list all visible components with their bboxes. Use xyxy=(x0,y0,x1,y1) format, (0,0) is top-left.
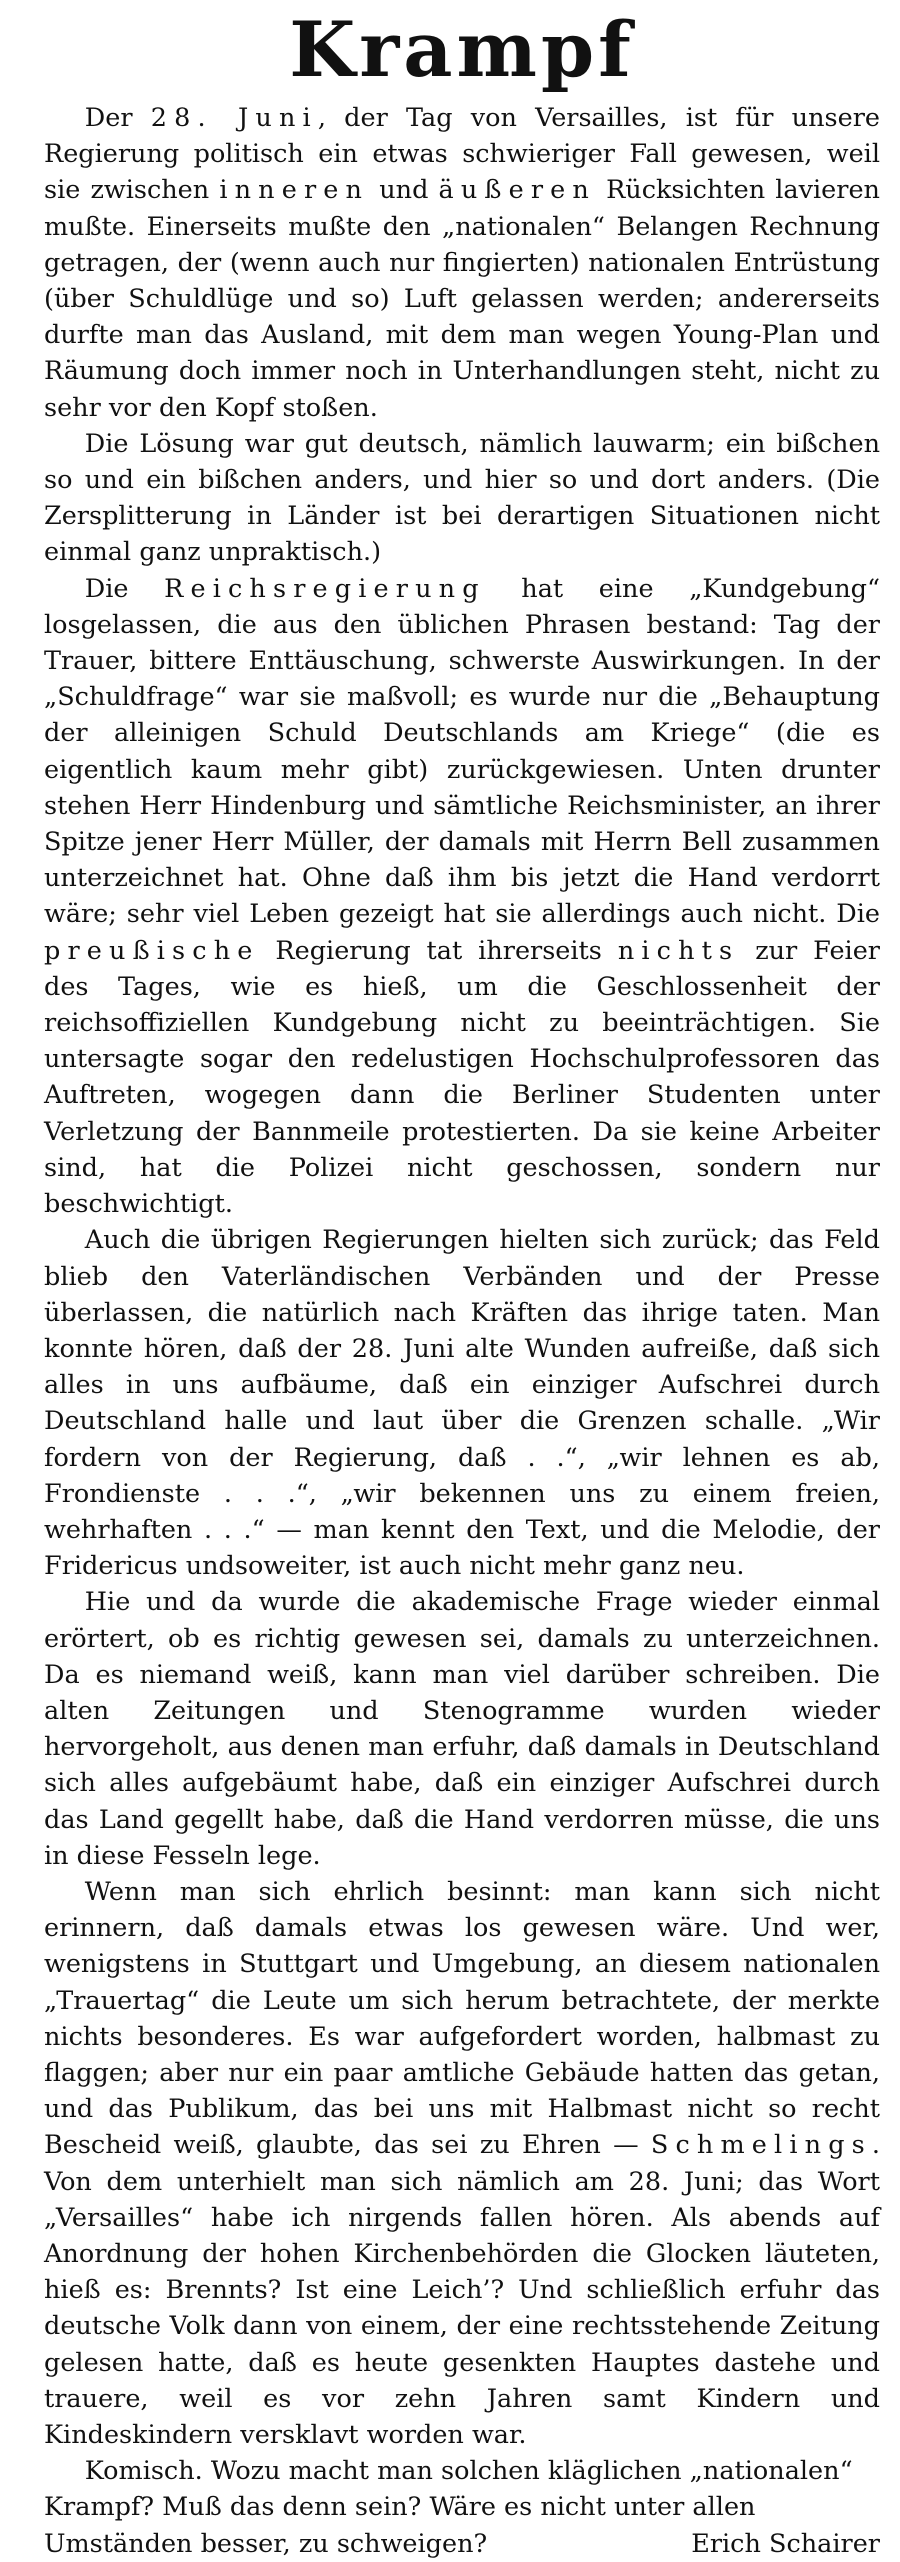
emphasized-text: inneren xyxy=(219,175,370,206)
article-body xyxy=(44,100,880,2562)
paragraph-text: Auch die übrigen Regierungen hielten sich zurück; das Feld blieb den Vaterländischen Verbänden und der Presse überlassen, die natürlich nach Kräften das ihrige taten. Man konnte hören, daß der 28. Juni alte Wunden aufreiße, daß sich alles in uns aufbäume, daß ein einziger Aufschrei durch Deutschland halle und laut über die Grenzen schalle. „Wir fordern von der Regierung, daß . .“, „wir lehnen es ab, Frondienste . . .“, „wir bekennen uns zu einem freien, wehrhaften . . .“ — man kennt den Text, und die Melodie, der Fridericus undsoweiter, ist auch nicht mehr ganz neu. xyxy=(44,1225,880,1582)
paragraph-text: und xyxy=(369,175,439,206)
paragraph-text: . Von dem unterhielt man sich nämlich am 28. Juni; das Wort „Versailles“ habe ich nirgends fallen hören. Als abends auf Anordnung der hohen Kirchenbehörden die Glocken läuteten, hieß es: Brennts? Ist eine Leich’? Und schließlich erfuhr das deutsche Volk dann von einem, der eine rechtsstehende Zeitung gelesen hatte, daß es heute gesenkten Hauptes dastehe und trauere, weil es vor zehn Jahren samt Kindern und Kindeskindern versklavt worden war. xyxy=(44,2130,880,2450)
paragraph-text: Wenn man sich ehrlich besinnt: man kann sich nicht erinnern, daß damals etwas los gewesen wäre. Und wer, wenigstens in Stuttgart und Umgebung, an diesem nationalen „Trauertag“ die Leute um sich herum betrachtete, der merkte nichts besonderes. Es war aufgefordert worden, halbmast zu flaggen; aber nur ein paar amtliche Gebäude hatten das getan, und das Publikum, das bei uns mit Halbmast nicht so recht Bescheid weiß, glaubte, das sei zu Ehren — xyxy=(44,1876,880,2161)
article-paragraph xyxy=(44,1584,880,1874)
paragraph-text: , der Tag von Versailles, ist für unsere Regierung politisch ein etwas schwieriger Fall gewesen, weil sie zwischen xyxy=(44,103,880,206)
paragraph-text: Der xyxy=(84,103,151,133)
emphasized-text: 28. Juni xyxy=(150,103,318,133)
author-signature: Erich Schairer xyxy=(691,2528,880,2559)
paragraph-text: zur Feier des Tages, wie es hieß, um die Geschlossenheit der reichsoffiziellen Kundgebung nicht zu beeinträchtigen. Sie untersagte sogar den redelustigen Hochschulprofessoren das Auftreten, wogegen dann die Berliner Studenten unter Verletzung der Bannmeile protestierten. Da sie keine Arbeiter sind, hat die Polizei nicht geschossen, sondern nur beschwichtigt. xyxy=(44,935,880,1220)
paragraph-text: Regierung tat ihrerseits xyxy=(259,935,618,966)
paragraph-text: Komisch. Wozu macht man solchen kläglichen „nationalen“ Krampf? Muß das denn sein? Wäre es nicht unter allen Umständen besser, zu schweigen? xyxy=(44,2456,853,2559)
paragraph-text: Die Lösung war gut deutsch, nämlich lauwarm; ein bißchen so und ein bißchen anders, und hier so und dort anders. (Die Zersplitterung in Länder ist bei derartigen Situationen nicht einmal ganz unpraktisch.) xyxy=(44,428,880,568)
article-paragraph xyxy=(44,1222,880,1584)
article-paragraph xyxy=(44,1874,880,2453)
article-paragraph xyxy=(44,426,880,571)
paragraph-text: hat eine „Kundgebung“ losgelassen, die aus den üblichen Phrasen bestand: Tag der Trauer, bittere Enttäuschung, schwerste Auswirkungen. In der „Schuldfrage“ war sie maßvoll; es wurde nur die „Behauptung der alleinigen Schuld Deutschlands am Kriege“ (die es eigentlich kaum mehr gibt) zurückgewiesen. Unten drunter stehen Herr Hindenburg und sämtliche Reichsminister, an ihrer Spitze jener Herr Müller, der damals mit Herrn Bell zusammen unterzeichnet hat. Ohne daß ihm bis jetzt die Hand verdorrt wäre; sehr viel Leben gezeigt hat sie allerdings auch nicht. Die xyxy=(44,573,881,930)
article-paragraph xyxy=(44,100,880,426)
paragraph-text: Rücksichten lavieren mußte. Einerseits mußte den „nationalen“ Belangen Rechnung getragen, der (wenn auch nur fingierten) nationalen Entrüstung (über Schuldlüge und so) Luft gelassen werden; andererseits durfte man das Ausland, mit dem man wegen Young-Plan und Räumung doch immer noch in Unterhandlungen steht, nicht zu sehr vor den Kopf stoßen. xyxy=(44,175,880,423)
emphasized-text: nichts xyxy=(617,935,740,966)
paragraph-text: Hie und da wurde die akademische Frage wieder einmal erörtert, ob es richtig gewesen sei, damals zu unterzeichnen. Da es niemand weiß, kann man viel darüber schreiben. Die alten Zeitungen und Stenogramme wurden wieder hervorgeholt, aus denen man erfuhr, daß damals in Deutschland sich alles aufgebäumt habe, daß ein einziger Aufschrei durch das Land gegellt habe, daß die Hand verdorren müsse, die uns in diese Fesseln lege. xyxy=(44,1587,880,1871)
article-paragraph xyxy=(44,2453,880,2562)
emphasized-text: preußische xyxy=(44,935,260,966)
emphasized-text: Schmelings xyxy=(650,2130,872,2161)
emphasized-text: äußeren xyxy=(438,175,596,206)
paragraph-text: Die xyxy=(84,573,165,604)
article-paragraph xyxy=(44,571,880,1223)
emphasized-text: Reichsregierung xyxy=(164,573,486,604)
article-title: Krampf xyxy=(289,5,635,94)
